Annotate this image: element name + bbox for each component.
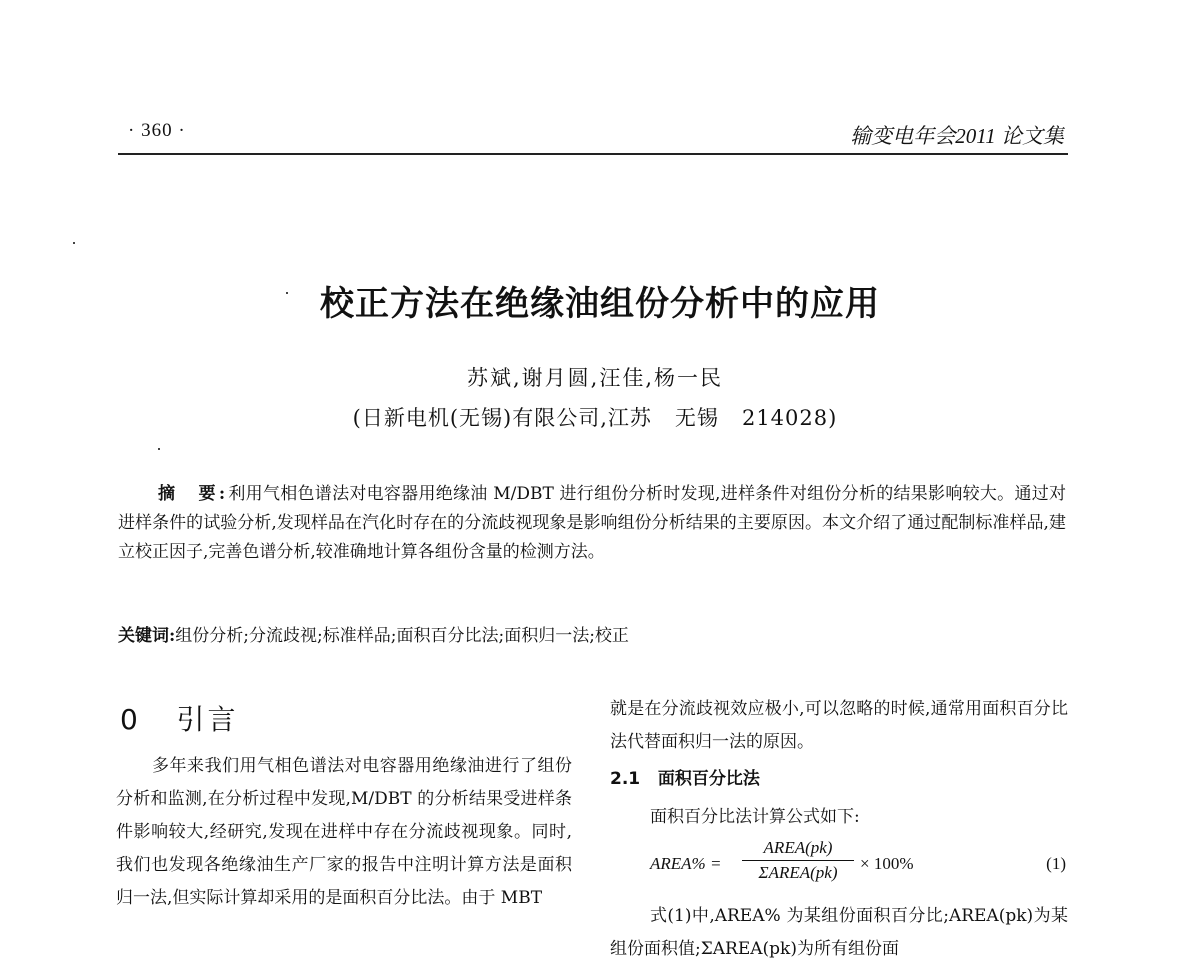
keywords-text: 组份分析;分流歧视;标准样品;面积百分比法;面积归一法;校正 <box>175 626 629 646</box>
authors: 苏斌,谢月圆,汪佳,杨一民 <box>466 366 724 390</box>
fraction-bar <box>742 860 854 861</box>
right-column-continuation: 就是在分流歧视效应极小,可以忽略的时候,通常用面积百分比法代替面积归一法的原因。 <box>610 699 1068 752</box>
section-0-paragraph: 多年来我们用气相色谱法对电容器用绝缘油进行了组份分析和监测,在分析过程中发现,M/DBT 的分析结果受进样条件影响较大,经研究,发现在进样中存在分流歧视现象。同时,我们也发现各绝缘油生产厂家的报告中注明计算方法是面积归一法,但实际计算却采用的是面积百分比法。由于 MBT <box>116 756 572 908</box>
formula-fraction <box>742 838 854 883</box>
section-2-1-heading <box>610 764 760 789</box>
section-0-title: 引言 <box>176 703 239 736</box>
affiliation: (日新电机(无锡)有限公司,江苏 无锡 214028) <box>352 406 838 430</box>
section-2-1-number: 2.1 <box>610 769 641 789</box>
section-0-heading <box>120 698 239 738</box>
scan-speck <box>158 448 160 450</box>
formula-lhs: AREA% = <box>650 854 722 873</box>
formula-numerator: AREA(pk) <box>763 838 833 857</box>
journal-title: 输变电年会2011 论文集 <box>850 124 1064 148</box>
abstract-label: 摘 要: <box>158 484 229 504</box>
abstract-text: 利用气相色谱法对电容器用绝缘油 M/DBT 进行组份分析时发现,进样条件对组份分析的结果影响较大。通过对进样条件的试验分析,发现样品在汽化时存在的分流歧视现象是影响组份分析结果的主要原因。本文介绍了通过配制标准样品,建立校正因子,完善色谱分析,较准确地计算各组份含量的检测方法。 <box>118 484 1067 562</box>
section-2-1-title: 面积百分比法 <box>657 769 760 789</box>
formula-multiplier: × 100% <box>860 854 914 873</box>
scan-speck <box>73 242 75 244</box>
keywords-label: 关键词: <box>118 626 176 646</box>
equation-number: (1) <box>1046 854 1066 873</box>
formula-intro: 面积百分比法计算公式如下: <box>650 807 860 827</box>
formula-explanation: 式(1)中,AREA% 为某组份面积百分比;AREA(pk)为某组份面积值;ΣAREA(pk)为所有组份面 <box>610 906 1068 959</box>
section-0-number: 0 <box>120 703 141 736</box>
formula-1 <box>650 838 1066 894</box>
abstract <box>118 480 1066 567</box>
header-rule <box>118 153 1068 155</box>
page-number: · 360 · <box>128 120 186 141</box>
paper-title: 校正方法在绝缘油组份分析中的应用 <box>320 284 880 324</box>
keywords <box>118 622 1066 651</box>
formula-denominator: ΣAREA(pk) <box>758 863 838 882</box>
